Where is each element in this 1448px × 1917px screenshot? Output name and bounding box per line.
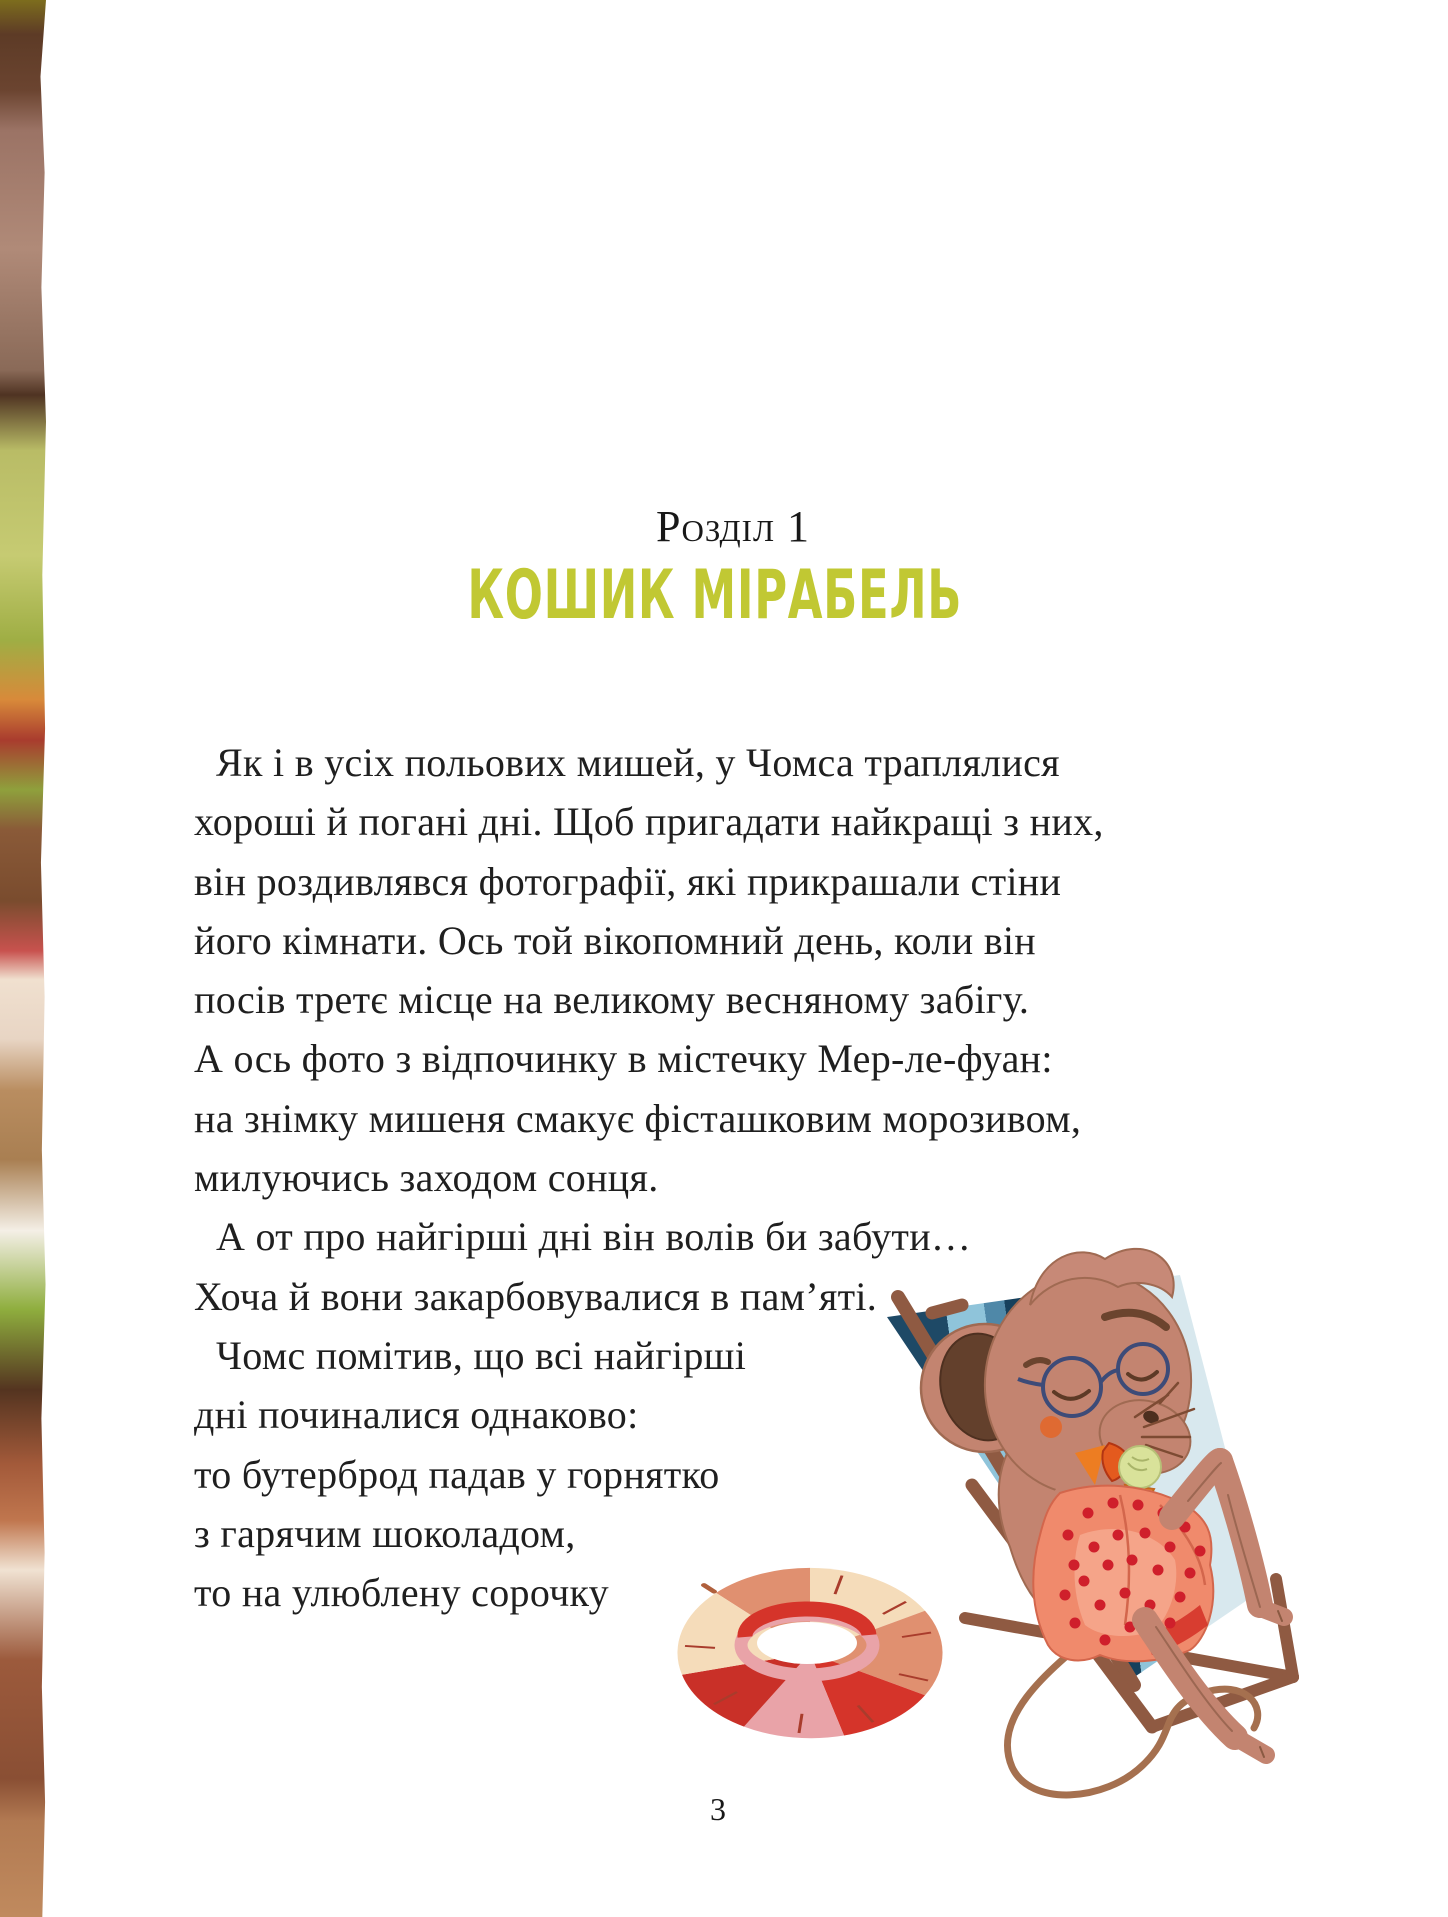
text-line: милуючись заходом сонця. (194, 1155, 659, 1201)
text-line: на знімку мишеня смакує фісташковим морозивом, (194, 1095, 1082, 1141)
text-line: хороші й погані дні. Щоб пригадати найкращі з них, (194, 799, 1104, 845)
text-line: з гарячим шоколадом, (194, 1510, 576, 1556)
chapter-title-text: КОШИК МІРАБЕЛЬ (467, 556, 963, 635)
illustration-mouse-deckchair (560, 1065, 1360, 1825)
facing-page-art-strip (0, 0, 46, 1917)
chapter-label: Розділ 1 (656, 502, 810, 551)
chapter-title (315, 556, 1115, 635)
swim-ring (677, 1568, 942, 1738)
text-line: Хоча й вони закарбовувалися в пам’яті. (194, 1273, 878, 1319)
text-line: то на улюблену сорочку (194, 1570, 609, 1616)
text-line: Чомс помітив, що всі найгірші (216, 1332, 747, 1378)
text-line: А от про найгірші дні він волів би забути… (216, 1214, 972, 1260)
page-number: 3 (710, 1791, 726, 1827)
text-line: то бутерброд падав у горнятко (194, 1451, 720, 1497)
text-line: він роздивлявся фотографії, які прикрашали стіни (194, 858, 1062, 904)
text-line: його кімнати. Ось той вікопомний день, коли він (194, 917, 1037, 963)
text-line: посів третє місце на великому весняному забігу. (194, 977, 1030, 1023)
text-line: дні починалися однаково: (194, 1392, 639, 1438)
cheek-blush (1040, 1416, 1062, 1438)
text-line: А ось фото з відпочинку в містечку Мер-ле-фуан: (194, 1036, 1053, 1082)
text-line: Як і в усіх польових мишей, у Чомса траплялися (216, 740, 1060, 785)
